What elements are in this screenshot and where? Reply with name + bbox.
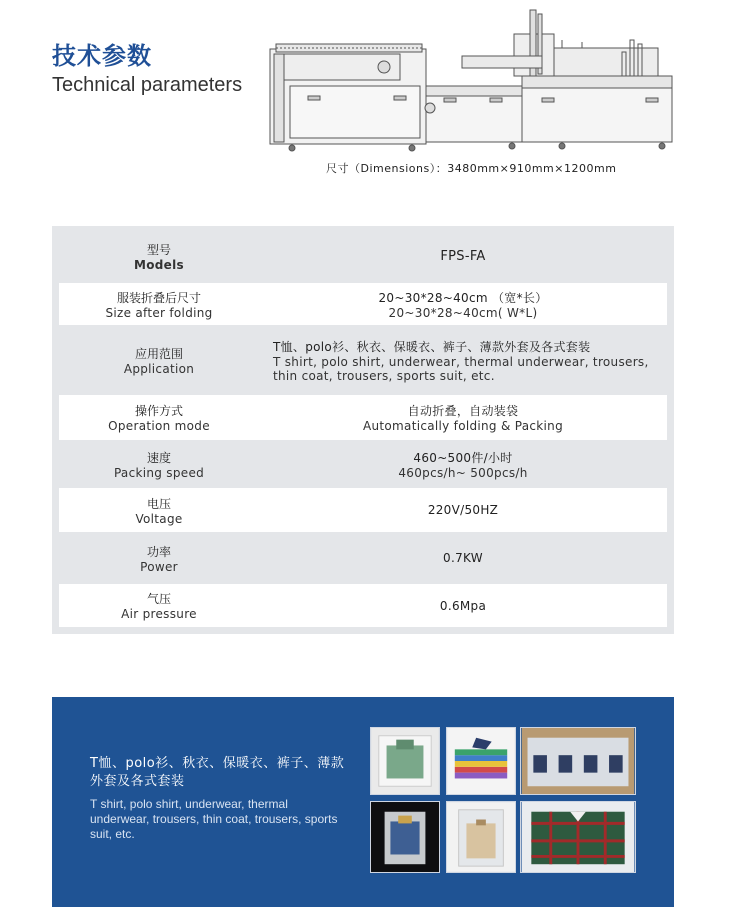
table-row-operation: [59, 395, 667, 440]
label-cn: 功率: [146, 544, 171, 559]
value-primary: 自动折叠，自动装袋: [407, 404, 519, 418]
label-en: Air pressure: [121, 607, 197, 621]
value-secondary: Automatically folding & Packing: [363, 419, 563, 433]
row-value: [259, 395, 667, 440]
table-row-models: [59, 233, 667, 279]
row-label: [59, 488, 259, 532]
row-label: [59, 329, 259, 391]
row-value: [259, 584, 667, 627]
label-en: Packing speed: [113, 465, 205, 480]
label-cn: 气压: [146, 592, 171, 606]
folded-stack-photo: [446, 727, 516, 795]
packed-shirts-row-photo: [520, 727, 636, 795]
label-en: Application: [123, 361, 195, 376]
row-label: [59, 395, 259, 440]
machine-dimensions: 尺寸（Dimensions）：3480mm×910mm×1200mm: [326, 162, 617, 175]
row-value: [259, 488, 667, 532]
row-value: [259, 444, 667, 484]
table-row-application: [59, 329, 667, 391]
row-label: [59, 233, 259, 279]
row-label: [59, 444, 259, 484]
parameters-table: [52, 226, 674, 634]
table-row-speed: [59, 444, 667, 484]
label-cn: 型号: [146, 242, 171, 257]
label-cn: 速度: [146, 450, 171, 465]
packing-machine-drawing: [262, 4, 682, 156]
application-banner: [52, 697, 674, 907]
row-label: [59, 283, 259, 325]
label-cn: 操作方式: [134, 404, 183, 418]
row-label: [59, 584, 259, 627]
value-secondary: 20~30*28~40cm( W*L): [388, 305, 538, 320]
table-row-voltage: [59, 488, 667, 532]
row-value: [259, 536, 667, 580]
banner-text-en: T shirt, polo shirt, underwear, thermal underwear, trousers, thin coat, trousers, sports suit, etc.: [90, 797, 338, 841]
row-value: [259, 329, 667, 391]
value-secondary: T shirt, polo shirt, underwear, thermal underwear, trousers, thin coat, trousers, sports suit, etc.: [273, 354, 649, 383]
banner-text-cn: T恤、polo衫、秋衣、保暖衣、裤子、薄款外套及各式套装: [90, 756, 345, 789]
value-secondary: 460pcs/h~ 500pcs/h: [398, 465, 528, 480]
row-value: [259, 283, 667, 325]
label-cn: 电压: [146, 496, 171, 511]
value-primary: 0.7KW: [443, 551, 483, 565]
value-primary: 460~500件/小时: [413, 450, 513, 465]
value-primary: 0.6Mpa: [439, 598, 487, 613]
value-primary: 20~30*28~40cm （宽*长）: [378, 290, 548, 305]
table-row-size: [59, 283, 667, 325]
row-value: [259, 233, 667, 279]
label-cn: 服装折叠后尺寸: [116, 290, 201, 305]
label-en: Operation mode: [108, 419, 210, 433]
plaid-shirt-bag-photo: [520, 801, 636, 873]
page-title-cn: 技术参数: [52, 42, 152, 70]
label-en: Power: [140, 559, 178, 574]
label-en: Models: [134, 257, 184, 272]
value-primary: T恤、polo衫、秋衣、保暖衣、裤子、薄款外套及各式套装: [273, 339, 591, 354]
label-en: Size after folding: [105, 305, 213, 320]
row-label: [59, 536, 259, 580]
table-row-power: [59, 536, 667, 580]
value-primary: 220V/50HZ: [427, 503, 499, 517]
page-title-en: Technical parameters: [52, 74, 243, 96]
beige-garment-bag-photo: [446, 801, 516, 873]
table-row-air-pressure: [59, 584, 667, 627]
label-cn: 应用范围: [134, 346, 183, 361]
green-shirt-bag-photo: [370, 727, 440, 795]
denim-shirt-bag-photo: [370, 801, 440, 873]
value-primary: FPS-FA: [440, 248, 486, 264]
label-en: Voltage: [135, 511, 183, 526]
